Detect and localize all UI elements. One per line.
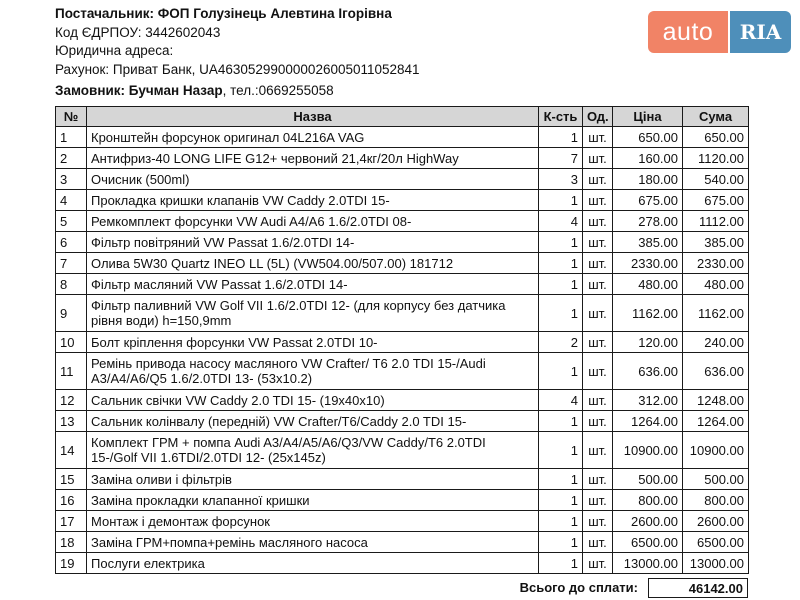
cell-unit: шт. xyxy=(583,211,613,232)
cell-num: 13 xyxy=(56,411,87,432)
cell-name: Очисник (500ml) xyxy=(87,169,539,190)
supplier-info xyxy=(55,5,615,79)
cell-price: 636.00 xyxy=(613,353,683,390)
cell-unit: шт. xyxy=(583,127,613,148)
cell-sum: 1120.00 xyxy=(683,148,749,169)
cell-sum: 650.00 xyxy=(683,127,749,148)
cell-name: Заміна оливи і фільтрів xyxy=(87,469,539,490)
table-row xyxy=(56,411,749,432)
cell-name: Кронштейн форсунок оригинал 04L216A VAG xyxy=(87,127,539,148)
cell-price: 675.00 xyxy=(613,190,683,211)
cell-price: 385.00 xyxy=(613,232,683,253)
cell-num: 16 xyxy=(56,490,87,511)
table-row xyxy=(56,127,749,148)
cell-price: 278.00 xyxy=(613,211,683,232)
cell-name: Послуги електрика xyxy=(87,553,539,574)
cell-price: 500.00 xyxy=(613,469,683,490)
table-row xyxy=(56,490,749,511)
table-row xyxy=(56,274,749,295)
cell-sum: 10900.00 xyxy=(683,432,749,469)
customer-label: Замовник: xyxy=(55,83,126,98)
cell-name: Заміна прокладки клапанної кришки xyxy=(87,490,539,511)
table-row xyxy=(56,253,749,274)
cell-num: 11 xyxy=(56,353,87,390)
cell-price: 160.00 xyxy=(613,148,683,169)
cell-price: 480.00 xyxy=(613,274,683,295)
cell-unit: шт. xyxy=(583,332,613,353)
cell-qty: 1 xyxy=(539,190,583,211)
cell-num: 17 xyxy=(56,511,87,532)
cell-name: Прокладка кришки клапанів VW Caddy 2.0TDI 15- xyxy=(87,190,539,211)
cell-qty: 1 xyxy=(539,469,583,490)
table-row xyxy=(56,353,749,390)
table-row xyxy=(56,390,749,411)
cell-unit: шт. xyxy=(583,353,613,390)
cell-sum: 1264.00 xyxy=(683,411,749,432)
cell-qty: 1 xyxy=(539,274,583,295)
table-row xyxy=(56,332,749,353)
watermark-ria-text: RIA xyxy=(730,11,791,53)
cell-qty: 4 xyxy=(539,211,583,232)
cell-unit: шт. xyxy=(583,274,613,295)
cell-num: 7 xyxy=(56,253,87,274)
cell-sum: 2330.00 xyxy=(683,253,749,274)
cell-num: 3 xyxy=(56,169,87,190)
cell-num: 1 xyxy=(56,127,87,148)
cell-sum: 13000.00 xyxy=(683,553,749,574)
legal-address: Юридична адреса: xyxy=(55,43,174,59)
table-row xyxy=(56,295,749,332)
cell-num: 2 xyxy=(56,148,87,169)
total-label: Всього до сплати: xyxy=(519,580,638,595)
supplier-label: Постачальник: xyxy=(55,6,154,21)
table-row xyxy=(56,211,749,232)
cell-unit: шт. xyxy=(583,553,613,574)
cell-price: 1162.00 xyxy=(613,295,683,332)
table-row xyxy=(56,469,749,490)
cell-sum: 500.00 xyxy=(683,469,749,490)
table-header-row xyxy=(56,107,749,127)
cell-qty: 1 xyxy=(539,353,583,390)
cell-name: Ремкомплект форсунки VW Audi A4/A6 1.6/2.0TDI 08- xyxy=(87,211,539,232)
cell-sum: 540.00 xyxy=(683,169,749,190)
cell-qty: 7 xyxy=(539,148,583,169)
cell-sum: 1162.00 xyxy=(683,295,749,332)
cell-name: Ремінь привода насосу масляного VW Crafter/ T6 2.0 TDI 15-/Audi A3/A4/A6/Q5 1.6/2.0TDI 13- (53x10.2) xyxy=(87,353,539,390)
cell-unit: шт. xyxy=(583,190,613,211)
cell-num: 10 xyxy=(56,332,87,353)
cell-num: 8 xyxy=(56,274,87,295)
customer-line xyxy=(55,82,334,100)
table-row xyxy=(56,511,749,532)
cell-price: 312.00 xyxy=(613,390,683,411)
cell-sum: 800.00 xyxy=(683,490,749,511)
cell-unit: шт. xyxy=(583,469,613,490)
customer-phone: , тел.:0669255058 xyxy=(222,83,334,98)
cell-num: 14 xyxy=(56,432,87,469)
autoria-watermark-logo xyxy=(648,11,791,55)
total-value: 46142.00 xyxy=(648,578,748,598)
cell-qty: 3 xyxy=(539,169,583,190)
header-price: Ціна xyxy=(613,107,683,127)
table-row xyxy=(56,232,749,253)
cell-name: Олива 5W30 Quartz INEO LL (5L) (VW504.00/507.00) 181712 xyxy=(87,253,539,274)
header-qty: К-сть xyxy=(539,107,583,127)
cell-qty: 1 xyxy=(539,127,583,148)
supplier-name: ФОП Голузінець Алевтина Ігорівна xyxy=(157,6,392,21)
cell-qty: 1 xyxy=(539,232,583,253)
cell-price: 2330.00 xyxy=(613,253,683,274)
cell-price: 6500.00 xyxy=(613,532,683,553)
cell-unit: шт. xyxy=(583,411,613,432)
cell-sum: 2600.00 xyxy=(683,511,749,532)
table-row xyxy=(56,432,749,469)
cell-unit: шт. xyxy=(583,390,613,411)
cell-sum: 636.00 xyxy=(683,353,749,390)
cell-name: Сальник свічки VW Caddy 2.0 TDI 15- (19x40x10) xyxy=(87,390,539,411)
cell-qty: 2 xyxy=(539,332,583,353)
table-row xyxy=(56,190,749,211)
cell-unit: шт. xyxy=(583,511,613,532)
watermark-auto-text: auto xyxy=(648,11,728,53)
cell-price: 650.00 xyxy=(613,127,683,148)
cell-unit: шт. xyxy=(583,432,613,469)
cell-name: Фільтр масляний VW Passat 1.6/2.0TDI 14- xyxy=(87,274,539,295)
cell-price: 10900.00 xyxy=(613,432,683,469)
cell-price: 120.00 xyxy=(613,332,683,353)
cell-name: Комплект ГРМ + помпа Audi A3/A4/A5/A6/Q3/VW Caddy/T6 2.0TDI 15-/Golf VII 1.6TDI/2.0TDI 12- (25x145z) xyxy=(87,432,539,469)
total-row xyxy=(55,578,748,598)
header-name: Назва xyxy=(87,107,539,127)
cell-sum: 240.00 xyxy=(683,332,749,353)
header-sum: Сума xyxy=(683,107,749,127)
cell-qty: 1 xyxy=(539,432,583,469)
cell-num: 4 xyxy=(56,190,87,211)
cell-num: 5 xyxy=(56,211,87,232)
cell-sum: 480.00 xyxy=(683,274,749,295)
cell-unit: шт. xyxy=(583,148,613,169)
cell-qty: 1 xyxy=(539,553,583,574)
cell-num: 19 xyxy=(56,553,87,574)
cell-unit: шт. xyxy=(583,232,613,253)
cell-sum: 1112.00 xyxy=(683,211,749,232)
cell-unit: шт. xyxy=(583,532,613,553)
cell-qty: 1 xyxy=(539,253,583,274)
cell-qty: 1 xyxy=(539,532,583,553)
header-num: № xyxy=(56,107,87,127)
cell-unit: шт. xyxy=(583,490,613,511)
cell-qty: 1 xyxy=(539,511,583,532)
cell-price: 2600.00 xyxy=(613,511,683,532)
cell-name: Сальник колінвалу (передній) VW Crafter/T6/Caddy 2.0 TDI 15- xyxy=(87,411,539,432)
cell-num: 15 xyxy=(56,469,87,490)
cell-name: Монтаж і демонтаж форсунок xyxy=(87,511,539,532)
cell-num: 12 xyxy=(56,390,87,411)
items-table xyxy=(55,106,749,574)
table-row xyxy=(56,148,749,169)
customer-name: Бучман Назар xyxy=(128,83,223,98)
cell-price: 1264.00 xyxy=(613,411,683,432)
cell-qty: 1 xyxy=(539,490,583,511)
cell-sum: 6500.00 xyxy=(683,532,749,553)
cell-name: Болт кріплення форсунки VW Passat 2.0TDI 10- xyxy=(87,332,539,353)
cell-qty: 1 xyxy=(539,295,583,332)
cell-num: 6 xyxy=(56,232,87,253)
cell-name: Заміна ГРМ+помпа+ремінь масляного насоса xyxy=(87,532,539,553)
table-row xyxy=(56,532,749,553)
edrpou-code: Код ЄДРПОУ: 3442602043 xyxy=(55,24,221,40)
cell-qty: 1 xyxy=(539,411,583,432)
cell-num: 18 xyxy=(56,532,87,553)
cell-num: 9 xyxy=(56,295,87,332)
cell-sum: 675.00 xyxy=(683,190,749,211)
table-row xyxy=(56,553,749,574)
cell-name: Антифриз-40 LONG LIFE G12+ червоний 21,4кг/20л HighWay xyxy=(87,148,539,169)
cell-unit: шт. xyxy=(583,169,613,190)
bank-account: Рахунок: Приват Банк, UA463052990000026005011052841 xyxy=(55,61,420,77)
cell-name: Фільтр паливний VW Golf VII 1.6/2.0TDI 12- (для корпусу без датчика рівня води) h=150,9mm xyxy=(87,295,539,332)
table-row xyxy=(56,169,749,190)
cell-price: 800.00 xyxy=(613,490,683,511)
cell-unit: шт. xyxy=(583,295,613,332)
cell-sum: 1248.00 xyxy=(683,390,749,411)
cell-name: Фільтр повітряний VW Passat 1.6/2.0TDI 14- xyxy=(87,232,539,253)
header-unit: Од. xyxy=(583,107,613,127)
cell-price: 13000.00 xyxy=(613,553,683,574)
cell-sum: 385.00 xyxy=(683,232,749,253)
cell-price: 180.00 xyxy=(613,169,683,190)
supplier-line xyxy=(55,5,615,24)
cell-qty: 4 xyxy=(539,390,583,411)
cell-unit: шт. xyxy=(583,253,613,274)
